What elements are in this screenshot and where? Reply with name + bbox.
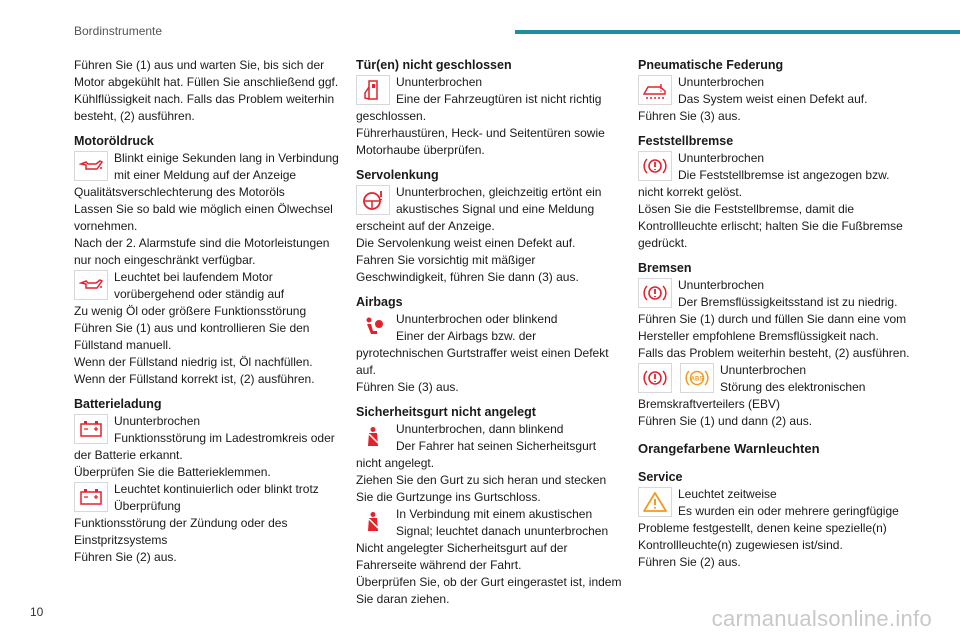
header-accent-bar: [515, 30, 960, 34]
doors-line-2: Eine der Fahrzeugtüren ist nicht richtig geschlossen.: [356, 92, 602, 123]
seatbelt-line-1: Ununterbrochen, dann blinkend: [396, 422, 564, 436]
seatbelt-icon: [356, 507, 390, 537]
battery-icon: [74, 414, 108, 444]
oil-line-4: Nach der 2. Alarmstufe sind die Motorleistungen nur noch eingeschränkt verfügbar.: [74, 236, 330, 267]
oil-can-icon: [74, 270, 108, 300]
airbag-icon: [356, 312, 390, 342]
suspension-line-3: Führen Sie (3) aus.: [638, 109, 741, 123]
battery-line-2: Funktionsstörung im Ladestromkreis oder der Batterie erkannt.: [74, 431, 335, 462]
battery-line-3: Überprüfen Sie die Batterieklemmen.: [74, 465, 271, 479]
intro-text: Führen Sie (1) aus und warten Sie, bis sich der Motor abgekühlt hat. Füllen Sie anschließend ggf. Kühlflüssigkeit nach. Falls das Problem weiterhin besteht, (2) ausführen.: [74, 58, 339, 123]
seatbelt-line-5: Nicht angelegter Sicherheitsgurt auf der Fahrerseite während der Fahrt.: [356, 541, 568, 572]
section-title-oil: Motoröldruck: [74, 134, 154, 148]
section-title-steering: Servolenkung: [356, 168, 439, 182]
svg-text:ABS: ABS: [690, 376, 704, 383]
brake-warning-icon: [638, 278, 672, 308]
battery-line-1: Ununterbrochen: [114, 414, 201, 428]
suspension-line-1: Ununterbrochen: [678, 75, 765, 89]
seatbelt-line-2: Der Fahrer hat seinen Sicherheitsgurt nicht angelegt.: [356, 439, 597, 470]
service-line-1: Leuchtet zeitweise: [678, 487, 777, 501]
oil-line-1: Blinkt einige Sekunden lang in Verbindung mit einer Meldung auf der Anzeige: [114, 151, 339, 182]
battery-line-4: Leuchtet kontinuierlich oder blinkt trotz Überprüfung: [114, 482, 319, 513]
oil-line-7: Führen Sie (1) aus und kontrollieren Sie den Füllstand manuell.: [74, 321, 310, 352]
airbags-line-2: Einer der Airbags bzw. der pyrotechnischen Gurtstraffer weist einen Defekt auf.: [356, 329, 609, 377]
column-2: [356, 57, 624, 608]
header-title: Bordinstrumente: [74, 24, 163, 38]
oil-line-2: Qualitätsverschlechterung des Motoröls: [74, 185, 285, 199]
steering-line-1: Ununterbrochen, gleichzeitig ertönt ein akustisches Signal und eine Meldung erscheint auf der Anzeige.: [356, 185, 602, 233]
section-title-orange-lights: Orangefarbene Warnleuchten: [638, 441, 820, 456]
brakes-line-1: Ununterbrochen: [678, 278, 765, 292]
oil-line-5: Leuchtet bei laufendem Motor vorübergehend oder ständig auf: [114, 270, 285, 301]
battery-line-6: Führen Sie (2) aus.: [74, 550, 177, 564]
steering-wheel-warning-icon: [356, 185, 390, 215]
column-3: [638, 57, 910, 571]
parking-line-3: Lösen Sie die Feststellbremse, damit die Kontrollleuchte erlischt; halten Sie die Fußbremse gedrückt.: [638, 202, 903, 250]
brakes-line-5: Ununterbrochen: [720, 363, 807, 377]
seatbelt-line-3: Ziehen Sie den Gurt zu sich heran und stecken Sie die Gurtzunge ins Gurtschloss.: [356, 473, 607, 504]
service-warning-triangle-icon: [638, 487, 672, 517]
oil-line-3: Lassen Sie so bald wie möglich einen Ölwechsel vornehmen.: [74, 202, 333, 233]
section-title-parking-brake: Feststellbremse: [638, 134, 734, 148]
oil-line-9: Wenn der Füllstand korrekt ist, (2) ausführen.: [74, 372, 315, 386]
abs-icon: [680, 363, 714, 393]
parking-line-2: Die Feststellbremse ist angezogen bzw. nicht korrekt gelöst.: [638, 168, 890, 199]
section-title-service: Service: [638, 470, 683, 484]
section-title-brakes: Bremsen: [638, 261, 692, 275]
airbags-line-3: Führen Sie (3) aus.: [356, 380, 459, 394]
section-title-suspension: Pneumatische Federung: [638, 58, 784, 72]
doors-line-3: Führerhaustüren, Heck- und Seitentüren sowie Motorhaube überprüfen.: [356, 126, 605, 157]
doors-line-1: Ununterbrochen: [396, 75, 483, 89]
brakes-line-4: Falls das Problem weiterhin besteht, (2) ausführen.: [638, 346, 910, 360]
suspension-line-2: Das System weist einen Defekt auf.: [678, 92, 868, 106]
brakes-line-7: Führen Sie (1) und dann (2) aus.: [638, 414, 813, 428]
brakes-line-3: Führen Sie (1) durch und füllen Sie dann eine vom Hersteller empfohlene Bremsflüssigkeit nach.: [638, 312, 907, 343]
brakes-line-2: Der Bremsflüssigkeitsstand ist zu niedrig.: [678, 295, 898, 309]
watermark: carmanualsonline.info: [711, 606, 932, 631]
section-title-doors: Tür(en) nicht geschlossen: [356, 58, 512, 72]
column-1: [74, 57, 342, 566]
open-door-icon: [356, 75, 390, 105]
section-title-battery: Batterieladung: [74, 397, 162, 411]
airbags-line-1: Ununterbrochen oder blinkend: [396, 312, 558, 326]
page-number: 10: [30, 605, 44, 619]
oil-line-6: Zu wenig Öl oder größere Funktionsstörung: [74, 304, 307, 318]
parking-line-1: Ununterbrochen: [678, 151, 765, 165]
section-title-airbags: Airbags: [356, 295, 403, 309]
steering-line-2: Die Servolenkung weist einen Defekt auf.: [356, 236, 576, 250]
brake-warning-icon: [638, 363, 672, 393]
brakes-line-6: Störung des elektronischen Bremskraftverteilers (EBV): [638, 380, 866, 411]
parking-brake-icon: [638, 151, 672, 181]
seatbelt-icon: [356, 422, 390, 452]
oil-can-icon: [74, 151, 108, 181]
seatbelt-line-6: Überprüfen Sie, ob der Gurt eingerastet ist, indem Sie daran ziehen.: [356, 575, 622, 606]
air-suspension-icon: [638, 75, 672, 105]
service-line-2: Es wurden ein oder mehrere geringfügige Probleme festgestellt, denen keine spezielle(n) Kontrollleuchte(n) zugewiesen ist/sind.: [638, 504, 899, 552]
battery-line-5: Funktionsstörung der Zündung oder des Einstpritzsystems: [74, 516, 288, 547]
steering-line-3: Fahren Sie vorsichtig mit mäßiger Geschwindigkeit, führen Sie dann (3) aus.: [356, 253, 579, 284]
section-title-seatbelt: Sicherheitsgurt nicht angelegt: [356, 405, 536, 419]
seatbelt-line-4: In Verbindung mit einem akustischen Signal; leuchtet danach ununterbrochen: [396, 507, 609, 538]
oil-line-8: Wenn der Füllstand niedrig ist, Öl nachfüllen.: [74, 355, 313, 369]
battery-icon: [74, 482, 108, 512]
service-line-3: Führen Sie (2) aus.: [638, 555, 741, 569]
